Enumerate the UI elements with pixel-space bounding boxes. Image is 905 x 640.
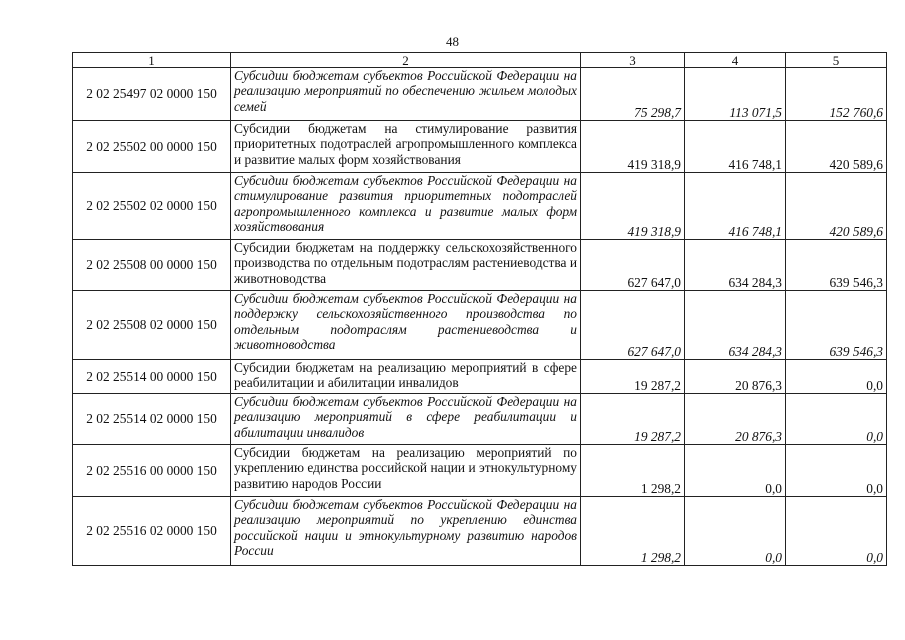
- value-col3-cell: 19 287,2: [581, 394, 685, 445]
- description-cell: Субсидии бюджетам на стимулирование развития приоритетных подотраслей агропромышленного комплекса и развитие малых форм хозяйствования: [231, 121, 581, 173]
- description-cell: Субсидии бюджетам субъектов Российской Федерации на реализацию мероприятий в сфере реабилитации и абилитации инвалидов: [231, 394, 581, 445]
- description-cell: Субсидии бюджетам субъектов Российской Федерации на реализацию мероприятий по обеспечению жильем молодых семей: [231, 68, 581, 121]
- value-col5-cell: 0,0: [786, 360, 887, 394]
- table-row: [73, 497, 887, 566]
- column-number-row: [73, 53, 887, 68]
- column-header: 1: [73, 53, 231, 68]
- budget-code-cell: 2 02 25514 02 0000 150: [73, 394, 231, 445]
- table-row: [73, 445, 887, 497]
- value-col3-cell: 419 318,9: [581, 173, 685, 240]
- value-col5-cell: 0,0: [786, 445, 887, 497]
- description-cell: Субсидии бюджетам субъектов Российской Федерации на поддержку сельскохозяйственного производства по отдельным подотраслям растениеводства и животноводства: [231, 291, 581, 360]
- value-col4-cell: 20 876,3: [685, 394, 786, 445]
- column-header: 3: [581, 53, 685, 68]
- value-col4-cell: 113 071,5: [685, 68, 786, 121]
- value-col4-cell: 634 284,3: [685, 291, 786, 360]
- budget-code-cell: 2 02 25514 00 0000 150: [73, 360, 231, 394]
- budget-revenue-table: [72, 52, 887, 566]
- value-col4-cell: 20 876,3: [685, 360, 786, 394]
- value-col5-cell: 152 760,6: [786, 68, 887, 121]
- value-col3-cell: 1 298,2: [581, 497, 685, 566]
- column-header: 4: [685, 53, 786, 68]
- budget-code-cell: 2 02 25502 00 0000 150: [73, 121, 231, 173]
- value-col4-cell: 0,0: [685, 497, 786, 566]
- table-row: [73, 68, 887, 121]
- budget-code-cell: 2 02 25508 02 0000 150: [73, 291, 231, 360]
- value-col4-cell: 0,0: [685, 445, 786, 497]
- description-cell: Субсидии бюджетам на реализацию мероприятий по укреплению единства российской нации и этнокультурному развитию народов России: [231, 445, 581, 497]
- budget-code-cell: 2 02 25516 00 0000 150: [73, 445, 231, 497]
- value-col5-cell: 420 589,6: [786, 121, 887, 173]
- page-number: 48: [446, 34, 459, 49]
- value-col3-cell: 627 647,0: [581, 291, 685, 360]
- value-col5-cell: 420 589,6: [786, 173, 887, 240]
- value-col4-cell: 416 748,1: [685, 173, 786, 240]
- value-col5-cell: 0,0: [786, 394, 887, 445]
- description-cell: Субсидии бюджетам на поддержку сельскохозяйственного производства по отдельным подотраслям растениеводства и животноводства: [231, 240, 581, 291]
- budget-code-cell: 2 02 25497 02 0000 150: [73, 68, 231, 121]
- value-col5-cell: 0,0: [786, 497, 887, 566]
- table-row: [73, 121, 887, 173]
- description-cell: Субсидии бюджетам субъектов Российской Федерации на реализацию мероприятий по укреплению единства российской нации и этнокультурному развитию народов России: [231, 497, 581, 566]
- value-col3-cell: 627 647,0: [581, 240, 685, 291]
- value-col3-cell: 1 298,2: [581, 445, 685, 497]
- value-col4-cell: 634 284,3: [685, 240, 786, 291]
- table-row: [73, 360, 887, 394]
- value-col5-cell: 639 546,3: [786, 291, 887, 360]
- budget-code-cell: 2 02 25502 02 0000 150: [73, 173, 231, 240]
- table-row: [73, 240, 887, 291]
- budget-code-cell: 2 02 25516 02 0000 150: [73, 497, 231, 566]
- description-cell: Субсидии бюджетам субъектов Российской Федерации на стимулирование развития приоритетных подотраслей агропромышленного комплекса и развитие малых форм хозяйствования: [231, 173, 581, 240]
- value-col5-cell: 639 546,3: [786, 240, 887, 291]
- table-row: [73, 173, 887, 240]
- description-cell: Субсидии бюджетам на реализацию мероприятий в сфере реабилитации и абилитации инвалидов: [231, 360, 581, 394]
- value-col3-cell: 419 318,9: [581, 121, 685, 173]
- budget-code-cell: 2 02 25508 00 0000 150: [73, 240, 231, 291]
- column-header: 5: [786, 53, 887, 68]
- table-row: [73, 394, 887, 445]
- column-header: 2: [231, 53, 581, 68]
- table-row: [73, 291, 887, 360]
- value-col3-cell: 19 287,2: [581, 360, 685, 394]
- value-col3-cell: 75 298,7: [581, 68, 685, 121]
- value-col4-cell: 416 748,1: [685, 121, 786, 173]
